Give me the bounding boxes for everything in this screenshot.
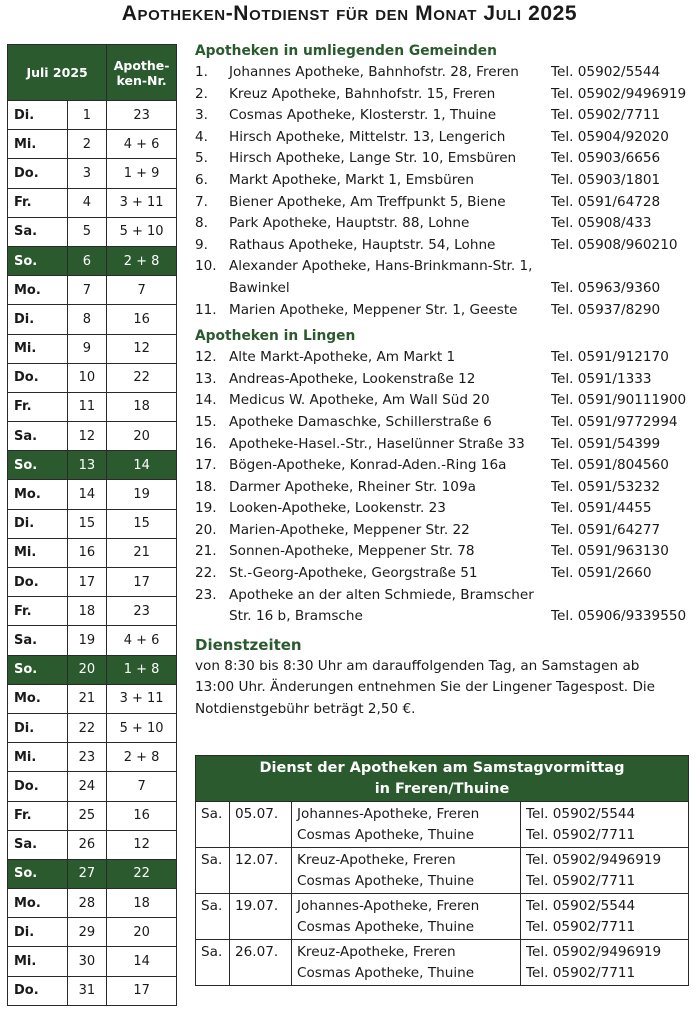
calendar-pharmacy-number: 18 (107, 889, 177, 918)
calendar-day: Mo. (8, 480, 68, 509)
calendar-date: 10 (67, 363, 107, 392)
pharmacy-name: Alexander Apotheke, Hans-Brinkmann-Str. 1, Bawinkel (229, 258, 533, 296)
pharmacy-number: 20. (195, 521, 217, 538)
calendar-date: 1 (67, 101, 107, 130)
saturday-body (196, 802, 689, 986)
calendar-date: 22 (67, 713, 107, 742)
saturday-day (196, 848, 230, 894)
saturday-pharmacies (292, 940, 521, 986)
calendar-date: 3 (67, 159, 107, 188)
pharmacy-list-item (195, 390, 691, 412)
pharmacy-phone: Tel. 0591/64277 (551, 521, 661, 538)
calendar-date: 25 (67, 801, 107, 830)
calendar-date: 17 (67, 568, 107, 597)
saturday-pharmacies-text: Kreuz-Apotheke, Freren (297, 852, 456, 868)
calendar-pharmacy-number: 2 + 8 (107, 246, 177, 275)
pharmacy-name: Apotheke an der alten Schmiede, Bramscher Str. 16 b, Bramsche (229, 586, 534, 625)
saturday-pharmacies (292, 848, 521, 894)
calendar-day: Sa. (8, 422, 68, 451)
calendar-pharmacy-number: 20 (107, 422, 177, 451)
calendar-pharmacy-number: 19 (107, 480, 177, 509)
pharmacy-number: 8. (195, 215, 208, 232)
calendar-date: 18 (67, 597, 107, 626)
saturday-phones-text: Tel. 05902/9496919 (526, 852, 662, 868)
calendar-day: So. (8, 451, 68, 480)
calendar-row (8, 976, 177, 1005)
saturday-phones-text: Tel. 05902/5544 (526, 898, 636, 914)
calendar-row (8, 830, 177, 859)
saturday-day (196, 940, 230, 986)
pharmacy-name: Kreuz Apotheke, Bahnhofstr. 15, Freren (229, 85, 496, 102)
calendar-date: 6 (67, 246, 107, 275)
calendar-row (8, 246, 177, 275)
calendar-pharmacy-number: 2 + 8 (107, 743, 177, 772)
calendar-date: 24 (67, 772, 107, 801)
calendar-pharmacy-number: 1 + 9 (107, 159, 177, 188)
calendar-row (8, 538, 177, 567)
saturday-phones (521, 894, 689, 940)
calendar-day: Do. (8, 159, 68, 188)
pharmacy-phone: Tel. 05908/433 (551, 215, 652, 232)
pharmacy-number: 13. (195, 370, 217, 387)
calendar-day: Fr. (8, 597, 68, 626)
calendar-row (8, 918, 177, 947)
pharmacy-list-item (195, 127, 691, 149)
pharmacy-phone: Tel. 0591/804560 (551, 457, 669, 474)
pharmacy-name: Markt Apotheke, Markt 1, Emsbüren (229, 171, 475, 188)
pharmacy-phone: Tel. 0591/1333 (551, 370, 652, 387)
pharmacy-list-item (195, 477, 691, 499)
lingen-heading: Apotheken in Lingen (195, 328, 356, 345)
calendar-pharmacy-number: 1 + 8 (107, 655, 177, 684)
calendar-row (8, 392, 177, 421)
pharmacy-number: 14. (195, 392, 217, 409)
pharmacy-phone: Tel. 05902/9496919 (551, 85, 687, 102)
calendar-pharmacy-number: 20 (107, 918, 177, 947)
saturday-row (196, 848, 689, 894)
saturday-phones-text: Tel. 05902/7711 (526, 918, 636, 935)
pharmacy-phone: Tel. 0591/4455 (551, 500, 652, 517)
pharmacy-number: 6. (195, 171, 208, 188)
pharmacy-list-item (195, 434, 691, 456)
pharmacy-number: 1. (195, 64, 208, 80)
saturday-phones-text: Tel. 05902/7711 (526, 872, 636, 889)
calendar-date: 11 (67, 392, 107, 421)
pharmacy-number: 21. (195, 543, 217, 560)
saturday-date (230, 848, 292, 894)
pharmacy-name: Looken-Apotheke, Lookenstr. 23 (229, 500, 446, 517)
calendar-table (7, 44, 177, 1006)
pharmacy-phone: Tel. 0591/963130 (551, 543, 669, 560)
pharmacy-list-item (195, 541, 691, 563)
pharmacy-list-item (195, 105, 691, 127)
pharmacy-list-item (195, 563, 691, 585)
pharmacy-list-item (195, 455, 691, 477)
calendar-date: 29 (67, 918, 107, 947)
page-title: Apotheken-Notdienst für den Monat Juli 2025 (121, 2, 578, 25)
calendar-day: Fr. (8, 188, 68, 217)
calendar-date: 27 (67, 859, 107, 888)
pharmacy-list-item (195, 347, 691, 369)
calendar-day: Mi. (8, 743, 68, 772)
pharmacy-name: Andreas-Apotheke, Lookenstraße 12 (229, 370, 476, 387)
pharmacy-list-item (195, 170, 691, 192)
calendar-date: 4 (67, 188, 107, 217)
calendar-row (8, 159, 177, 188)
pharmacy-phone: Tel. 0591/54399 (551, 435, 661, 452)
pharmacy-number: 22. (195, 565, 217, 582)
saturday-pharmacies (292, 894, 521, 940)
pharmacy-phone: Tel. 05906/9339550 (551, 608, 687, 625)
calendar-date: 7 (67, 276, 107, 305)
calendar-date: 21 (67, 684, 107, 713)
calendar-day: Do. (8, 568, 68, 597)
calendar-body (8, 101, 177, 1006)
calendar-date: 30 (67, 947, 107, 976)
calendar-row (8, 422, 177, 451)
saturday-date (230, 802, 292, 848)
pharmacy-name: Johannes Apotheke, Bahnhofstr. 28, Freren (229, 64, 519, 80)
calendar-row (8, 480, 177, 509)
calendar-row (8, 597, 177, 626)
saturday-phones (521, 940, 689, 986)
pharmacy-list-item (195, 192, 691, 214)
calendar-date: 31 (67, 976, 107, 1005)
saturday-phones-text: Tel. 05902/7711 (526, 964, 636, 981)
pharmacy-number: 11. (195, 301, 217, 318)
calendar-day: So. (8, 246, 68, 275)
calendar-date: 5 (67, 217, 107, 246)
calendar-pharmacy-number: 7 (107, 276, 177, 305)
calendar-date: 16 (67, 538, 107, 567)
calendar-pharmacy-number: 16 (107, 305, 177, 334)
calendar-row (8, 859, 177, 888)
calendar-date: 20 (67, 655, 107, 684)
calendar-row (8, 801, 177, 830)
saturday-date-text: 12.07. (235, 852, 279, 868)
lingen-list (195, 347, 691, 628)
calendar-pharmacy-number: 22 (107, 363, 177, 392)
calendar-row (8, 713, 177, 742)
pharmacy-phone: Tel. 05904/92020 (551, 128, 669, 145)
calendar-row (8, 101, 177, 130)
calendar-row (8, 130, 177, 159)
surrounding-heading: Apotheken in umliegenden Gemeinden (195, 43, 497, 59)
pharmacy-list-item (195, 148, 691, 170)
saturday-date (230, 940, 292, 986)
pharmacy-phone: Tel. 05908/960210 (551, 236, 678, 253)
pharmacy-name: Medicus W. Apotheke, Am Wall Süd 20 (229, 392, 490, 409)
calendar-pharmacy-number: 12 (107, 830, 177, 859)
calendar-row (8, 684, 177, 713)
saturday-row (196, 894, 689, 940)
saturday-date (230, 894, 292, 940)
surrounding-list (195, 62, 691, 321)
saturday-phones-text: Tel. 05902/7711 (526, 826, 636, 843)
calendar-row (8, 743, 177, 772)
calendar-day: Mo. (8, 276, 68, 305)
calendar-row (8, 947, 177, 976)
pharmacy-number: 5. (195, 150, 208, 167)
calendar-pharmacy-number: 3 + 11 (107, 684, 177, 713)
calendar-day: Sa. (8, 626, 68, 655)
calendar-row (8, 276, 177, 305)
saturday-phones (521, 802, 689, 848)
calendar-row (8, 451, 177, 480)
pharmacy-number: 2. (195, 85, 208, 102)
saturday-phones (521, 848, 689, 894)
pharmacy-number: 23. (195, 586, 217, 603)
saturday-day-text: Sa. (201, 852, 223, 868)
pharmacy-name: Biener Apotheke, Am Treffpunkt 5, Biene (229, 193, 506, 210)
pharmacy-list-item (195, 369, 691, 391)
calendar-row (8, 772, 177, 801)
saturday-row (196, 940, 689, 986)
pharmacy-list-item (195, 300, 691, 322)
saturday-table (195, 755, 689, 986)
pharmacy-number: 3. (195, 107, 208, 124)
saturday-date-text: 19.07. (235, 898, 279, 914)
saturday-heading-line1: Dienst der Apotheken am Samstagvormittag (259, 759, 625, 776)
saturday-pharmacies-text: Cosmas Apotheke, Thuine (297, 826, 475, 843)
calendar-date: 13 (67, 451, 107, 480)
saturday-day (196, 802, 230, 848)
pharmacy-phone: Tel. 0591/64728 (551, 193, 661, 210)
calendar-pharmacy-number: 5 + 10 (107, 713, 177, 742)
calendar-day: Mi. (8, 130, 68, 159)
calendar-date: 23 (67, 743, 107, 772)
pharmacy-list-item (195, 256, 691, 299)
calendar-pharmacy-number: 17 (107, 568, 177, 597)
pharmacy-phone: Tel. 05903/6656 (551, 150, 661, 167)
pharmacy-number: 18. (195, 478, 217, 495)
saturday-date-text: 26.07. (235, 944, 279, 960)
pharmacy-number: 10. (195, 258, 217, 275)
saturday-day (196, 894, 230, 940)
pharmacy-name: Hirsch Apotheke, Mittelstr. 13, Lengerich (229, 128, 506, 145)
pharmacy-number: 12. (195, 349, 217, 366)
pharmacy-name: Sonnen-Apotheke, Meppener Str. 78 (229, 543, 475, 560)
pharmacy-phone: Tel. 05903/1801 (551, 171, 661, 188)
saturday-pharmacies-text: Cosmas Apotheke, Thuine (297, 872, 475, 889)
calendar-pharmacy-number: 18 (107, 392, 177, 421)
saturday-pharmacies-text: Kreuz-Apotheke, Freren (297, 944, 456, 960)
dienstzeiten-text: von 8:30 bis 8:30 Uhr am darauffolgenden Tag, an Samstagen ab 13:00 Uhr. Änderungen entnehmen Sie der Lingener Tagespost. Die Notdienstgebühr beträgt 2,50 €. (195, 657, 656, 718)
pharmacy-list-item (195, 520, 691, 542)
saturday-day-text: Sa. (201, 806, 223, 822)
calendar-pharmacy-header: Apothe-ken-Nr. (107, 45, 177, 101)
calendar-date: 19 (67, 626, 107, 655)
pharmacy-phone: Tel. 0591/9772994 (551, 413, 678, 430)
pharmacy-number: 17. (195, 457, 217, 474)
pharmacy-name: Apotheke-Hasel.-Str., Haselünner Straße 33 (229, 435, 525, 452)
pharmacy-number: 4. (195, 128, 208, 145)
calendar-day: So. (8, 655, 68, 684)
pharmacy-list-item (195, 498, 691, 520)
calendar-pharmacy-number: 22 (107, 859, 177, 888)
calendar-row (8, 363, 177, 392)
calendar-row (8, 889, 177, 918)
calendar-pharmacy-number: 7 (107, 772, 177, 801)
calendar-day: Mi. (8, 947, 68, 976)
pharmacy-name: Darmer Apotheke, Rheiner Str. 109a (229, 478, 476, 495)
pharmacy-name: St.-Georg-Apotheke, Georgstraße 51 (229, 565, 478, 582)
calendar-day: Di. (8, 918, 68, 947)
calendar-pharmacy-number: 5 + 10 (107, 217, 177, 246)
pharmacy-phone: Tel. 05937/8290 (551, 301, 661, 318)
pharmacy-name: Bögen-Apotheke, Konrad-Aden.-Ring 16a (229, 457, 507, 474)
calendar-day: Di. (8, 713, 68, 742)
calendar-day: Mo. (8, 684, 68, 713)
calendar-date: 15 (67, 509, 107, 538)
pharmacy-phone: Tel. 05902/5544 (551, 64, 661, 80)
pharmacy-name: Marien-Apotheke, Meppener Str. 22 (229, 521, 470, 538)
calendar-pharmacy-number: 16 (107, 801, 177, 830)
calendar-row (8, 655, 177, 684)
calendar-day: Mo. (8, 889, 68, 918)
saturday-pharmacies-text: Cosmas Apotheke, Thuine (297, 918, 475, 935)
pharmacy-number: 7. (195, 193, 208, 210)
calendar-row (8, 509, 177, 538)
calendar-date: 26 (67, 830, 107, 859)
pharmacy-number: 19. (195, 500, 217, 517)
pharmacy-phone: Tel. 0591/2660 (551, 565, 652, 582)
pharmacy-phone: Tel. 05963/9360 (551, 279, 661, 296)
calendar-pharmacy-number: 3 + 11 (107, 188, 177, 217)
pharmacy-list-item (195, 235, 691, 257)
calendar-day: Fr. (8, 392, 68, 421)
calendar-pharmacy-number: 23 (107, 101, 177, 130)
saturday-row (196, 802, 689, 848)
calendar-day: Do. (8, 976, 68, 1005)
saturday-heading-line2: in Freren/Thuine (374, 780, 510, 797)
pharmacy-name: Apotheke Damaschke, Schillerstraße 6 (229, 413, 492, 430)
calendar-row (8, 305, 177, 334)
calendar-date: 2 (67, 130, 107, 159)
saturday-phones-text: Tel. 05902/9496919 (526, 944, 662, 960)
pharmacy-name: Cosmas Apotheke, Klosterstr. 1, Thuine (229, 107, 497, 124)
calendar-pharmacy-number: 21 (107, 538, 177, 567)
pharmacy-list-item (195, 62, 691, 84)
calendar-pharmacy-number: 17 (107, 976, 177, 1005)
calendar-day: So. (8, 859, 68, 888)
saturday-date-text: 05.07. (235, 806, 279, 822)
pharmacy-list-item (195, 84, 691, 106)
pharmacy-name: Park Apotheke, Hauptstr. 88, Lohne (229, 215, 470, 232)
calendar-day: Mi. (8, 538, 68, 567)
calendar-day: Di. (8, 305, 68, 334)
saturday-pharmacies (292, 802, 521, 848)
pharmacy-number: 15. (195, 413, 217, 430)
calendar-date: 14 (67, 480, 107, 509)
pharmacy-list-item (195, 585, 691, 628)
calendar-day: Di. (8, 509, 68, 538)
calendar-date: 28 (67, 889, 107, 918)
pharmacy-phone: Tel. 0591/53232 (551, 478, 661, 495)
calendar-day: Do. (8, 772, 68, 801)
pharmacy-name: Rathaus Apotheke, Hauptstr. 54, Lohne (229, 236, 496, 253)
calendar-pharmacy-number: 4 + 6 (107, 626, 177, 655)
saturday-pharmacies-text: Johannes-Apotheke, Freren (297, 806, 480, 822)
calendar-day: Fr. (8, 801, 68, 830)
calendar-row (8, 217, 177, 246)
calendar-row (8, 188, 177, 217)
pharmacy-phone: Tel. 0591/90111900 (551, 392, 687, 409)
calendar-day: Do. (8, 363, 68, 392)
pharmacy-lists (195, 40, 691, 721)
pharmacy-name: Marien Apotheke, Meppener Str. 1, Geeste (229, 301, 518, 318)
calendar-row (8, 568, 177, 597)
calendar-pharmacy-number: 4 + 6 (107, 130, 177, 159)
saturday-day-text: Sa. (201, 944, 223, 960)
calendar-pharmacy-number: 23 (107, 597, 177, 626)
pharmacy-phone: Tel. 05902/7711 (551, 107, 661, 124)
saturday-phones-text: Tel. 05902/5544 (526, 806, 636, 822)
calendar-day: Di. (8, 101, 68, 130)
saturday-pharmacies-text: Johannes-Apotheke, Freren (297, 898, 480, 914)
calendar-pharmacy-number: 14 (107, 947, 177, 976)
saturday-heading (196, 756, 689, 802)
pharmacy-name: Alte Markt-Apotheke, Am Markt 1 (229, 349, 456, 366)
calendar-date: 9 (67, 334, 107, 363)
saturday-pharmacies-text: Cosmas Apotheke, Thuine (297, 964, 475, 981)
pharmacy-number: 9. (195, 236, 208, 253)
pharmacy-list-item (195, 412, 691, 434)
calendar-date: 8 (67, 305, 107, 334)
calendar-pharmacy-number: 15 (107, 509, 177, 538)
calendar-row (8, 626, 177, 655)
saturday-day-text: Sa. (201, 898, 223, 914)
calendar-day: Sa. (8, 830, 68, 859)
pharmacy-phone: Tel. 0591/912170 (551, 349, 669, 366)
pharmacy-number: 16. (195, 435, 217, 452)
calendar-date: 12 (67, 422, 107, 451)
calendar-pharmacy-number: 14 (107, 451, 177, 480)
calendar-day: Mi. (8, 334, 68, 363)
calendar-month-header: Juli 2025 (8, 45, 107, 101)
pharmacy-name: Hirsch Apotheke, Lange Str. 10, Emsbüren (229, 150, 517, 167)
dienstzeiten-heading: Dienstzeiten (195, 635, 302, 654)
calendar-row (8, 334, 177, 363)
calendar-day: Sa. (8, 217, 68, 246)
pharmacy-list-item (195, 213, 691, 235)
calendar-pharmacy-number: 12 (107, 334, 177, 363)
